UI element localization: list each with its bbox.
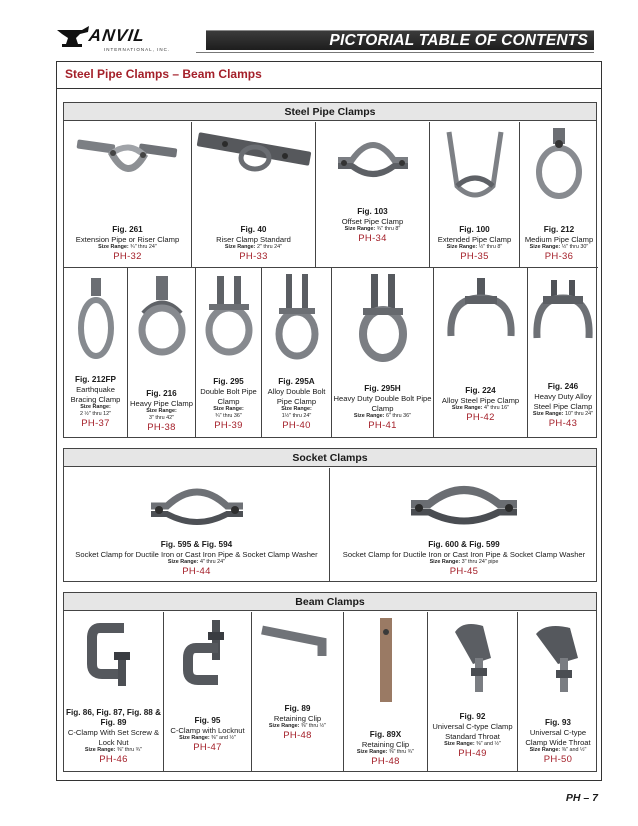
product-cell-fig-595[interactable] <box>64 468 330 582</box>
size-range: Size Range: 2" thru 24" <box>224 244 283 250</box>
fig-89-image <box>252 620 343 670</box>
anvil-logo <box>56 20 186 58</box>
product-description: Retaining Clip <box>361 739 410 749</box>
page-reference-link[interactable]: PH-45 <box>449 566 479 577</box>
size-range: Size Range: 2 ½" thru 12" <box>79 404 112 417</box>
brand-subtitle: INTERNATIONAL, INC. <box>104 47 171 52</box>
product-cell-fig-295h[interactable] <box>332 268 434 438</box>
size-range: Size Range: ⅜" and ½" <box>529 747 587 753</box>
fig-label: Fig. 40 <box>240 224 267 234</box>
size-range: Size Range: ⅜" thru ½" <box>268 723 327 729</box>
product-description: Double Bolt Pipe Clamp <box>200 387 257 406</box>
size-range: Size Range: 3" thru 24" pipe <box>429 559 499 565</box>
page-reference-link[interactable]: PH-40 <box>282 420 311 431</box>
section-divider <box>57 88 601 89</box>
product-cell-fig-103[interactable] <box>316 122 430 268</box>
product-cell-fig-95[interactable] <box>164 612 252 772</box>
fig-93-image <box>518 618 598 694</box>
beam-clamps-table <box>63 592 597 772</box>
fig-295-image <box>196 274 261 360</box>
header-divider <box>196 52 594 53</box>
page-reference-link[interactable]: PH-35 <box>460 251 489 262</box>
size-range: Size Range: ¾" thru 8" <box>344 226 401 232</box>
fig-212fp-image <box>64 276 127 362</box>
fig-label: Fig. 216 <box>146 388 177 398</box>
product-description: Heavy Duty Alloy Steel Pipe Clamp <box>533 392 593 411</box>
product-cell-fig-216[interactable] <box>128 268 196 438</box>
product-cell-fig-600[interactable] <box>330 468 598 582</box>
fig-295h-image <box>332 272 433 364</box>
fig-label: Fig. 224 <box>465 385 496 395</box>
product-cell-fig-89x[interactable] <box>344 612 428 772</box>
fig-216-image <box>128 274 195 360</box>
page-number: PH – 7 <box>565 792 598 804</box>
product-cell-fig-212[interactable] <box>520 122 598 268</box>
product-description: Universal C-type Clamp Wide Throat <box>525 728 591 747</box>
page-reference-link[interactable]: PH-44 <box>182 566 211 577</box>
fig-295a-image <box>262 272 331 362</box>
product-cell-fig-295a[interactable] <box>262 268 332 438</box>
product-description: Offset Pipe Clamp <box>341 216 404 226</box>
size-range: Size Range: ½" thru 8" <box>446 244 503 250</box>
size-range: Size Range: ⅜" and ½" <box>444 741 501 747</box>
product-description: Alloy Steel Pipe Clamp <box>441 395 520 405</box>
product-description: Socket Clamp for Ductile Iron or Cast Iron Pipe & Socket Clamp Washer <box>342 549 586 559</box>
fig-86-image <box>64 618 163 690</box>
brand-name: ANVIL <box>87 26 147 45</box>
product-description: Medium Pipe Clamp <box>524 234 594 244</box>
fig-246-image <box>528 278 598 348</box>
page-reference-link[interactable]: PH-39 <box>214 420 243 431</box>
steel-pipe-clamps-table <box>63 102 597 438</box>
product-cell-fig-93[interactable] <box>518 612 598 772</box>
product-cell-fig-86[interactable] <box>64 612 164 772</box>
size-range: Size Range: 6" thru 36" <box>353 413 412 419</box>
page-reference-link[interactable]: PH-38 <box>147 422 176 433</box>
fig-label: Fig. 100 <box>459 224 490 234</box>
fig-label: Fig. 295A <box>278 377 315 386</box>
size-range: Size Range: ¾" thru 24" <box>98 244 157 250</box>
content-frame <box>56 61 602 781</box>
page-reference-link[interactable]: PH-47 <box>193 742 222 753</box>
page-reference-link[interactable]: PH-33 <box>239 251 268 262</box>
product-description: Heavy Pipe Clamp <box>130 398 193 408</box>
section-title: Steel Pipe Clamps – Beam Clamps <box>65 67 262 81</box>
size-range: Size Range: ⅜" thru ¾" <box>84 747 143 753</box>
fig-595-image <box>64 472 329 528</box>
size-range: Size Range: ⅜" and ½" <box>179 735 236 741</box>
product-cell-fig-261[interactable] <box>64 122 192 268</box>
header-title-bar <box>206 30 594 50</box>
size-range: Size Range: ½" thru 30" <box>529 244 589 250</box>
steel-pipe-clamps-heading: Steel Pipe Clamps <box>64 103 596 121</box>
size-range: Size Range: 4" thru 16" <box>451 405 510 411</box>
page-reference-link[interactable]: PH-42 <box>466 412 495 423</box>
product-description: Socket Clamp for Ductile Iron or Cast Iron Pipe & Socket Clamp Washer <box>75 549 318 559</box>
fig-261-image <box>64 132 191 192</box>
page-reference-link[interactable]: PH-34 <box>358 233 387 244</box>
size-range: Size Range: 1½" thru 24" <box>281 406 312 419</box>
socket-clamps-table <box>63 448 597 582</box>
product-cell-fig-224[interactable] <box>434 268 528 438</box>
product-cell-fig-100[interactable] <box>430 122 520 268</box>
product-description: C-Clamp with Locknut <box>170 725 245 735</box>
fig-label: Fig. 103 <box>357 206 388 216</box>
fig-label: Fig. 595 & Fig. 594 <box>160 539 233 549</box>
fig-95-image <box>164 618 251 690</box>
product-description: Earthquake Bracing Clamp <box>70 385 121 404</box>
fig-label: Fig. 93 <box>545 718 571 727</box>
fig-224-image <box>434 278 527 348</box>
product-cell-fig-40[interactable] <box>192 122 316 268</box>
fig-label: Fig. 261 <box>112 224 143 234</box>
size-range: Size Range: 10" thru 24" <box>532 411 594 417</box>
page-reference-link[interactable]: PH-36 <box>544 251 574 262</box>
page-reference-link[interactable]: PH-48 <box>371 756 400 767</box>
product-cell-fig-246[interactable] <box>528 268 598 438</box>
size-range: Size Range: 4" thru 24" <box>167 559 226 565</box>
page-header <box>56 20 594 58</box>
fig-label: Fig. 295H <box>364 384 401 393</box>
product-description: Riser Clamp Standard <box>216 234 291 244</box>
fig-92-image <box>428 618 517 694</box>
product-cell-fig-92[interactable] <box>428 612 518 772</box>
page-reference-link[interactable]: PH-50 <box>543 754 573 765</box>
beam-clamps-heading: Beam Clamps <box>64 593 596 611</box>
product-description: Extended Pipe Clamp <box>437 234 512 244</box>
product-description: Extension Pipe or Riser Clamp <box>75 234 180 244</box>
size-range: Size Range: ⅜" thru ¾" <box>356 749 415 755</box>
product-cell-fig-212fp[interactable] <box>64 268 128 438</box>
fig-212-image <box>520 126 598 202</box>
socket-clamps-heading: Socket Clamps <box>64 449 596 467</box>
fig-label: Fig. 600 & Fig. 599 <box>428 539 500 549</box>
fig-label: Fig. 295 <box>213 377 244 386</box>
fig-label: Fig. 212 <box>543 224 575 234</box>
product-cell-fig-89[interactable] <box>252 612 344 772</box>
fig-89x-image <box>344 616 427 706</box>
fig-label: Fig. 86, Fig. 87, Fig. 88 & Fig. 89 <box>65 708 162 727</box>
product-description: Heavy Duty Double Bolt Pipe Clamp <box>333 394 432 413</box>
page-reference-link[interactable]: PH-48 <box>283 730 312 741</box>
fig-600-image <box>330 472 598 528</box>
fig-label: Fig. 212FP <box>75 375 116 384</box>
fig-label: Fig. 89X <box>369 729 402 739</box>
page-reference-link[interactable]: PH-37 <box>81 418 110 429</box>
page-reference-link[interactable]: PH-32 <box>113 251 142 262</box>
page-title: PICTORIAL TABLE OF CONTENTS <box>329 32 588 49</box>
page-reference-link[interactable]: PH-46 <box>99 754 128 765</box>
page-reference-link[interactable]: PH-41 <box>368 420 397 431</box>
size-range: Size Range: ¾" thru 36" <box>213 406 244 419</box>
anvil-logo-icon <box>56 24 90 50</box>
fig-label: Fig. 246 <box>547 382 579 391</box>
page-reference-link[interactable]: PH-49 <box>458 748 487 759</box>
product-description: Universal C-type Clamp Standard Throat <box>432 722 513 741</box>
fig-label: Fig. 92 <box>459 712 486 721</box>
fig-103-image <box>316 126 429 182</box>
fig-label: Fig. 95 <box>194 715 221 725</box>
product-description: Alloy Double Bolt Pipe Clamp <box>267 387 326 406</box>
product-description: Retaining Clip <box>273 713 322 723</box>
fig-40-image <box>192 128 315 188</box>
product-description: C-Clamp With Set Screw & Lock Nut <box>67 728 160 747</box>
size-range: Size Range: 3" thru 42" <box>146 408 177 421</box>
product-cell-fig-295[interactable] <box>196 268 262 438</box>
page-reference-link[interactable]: PH-43 <box>548 418 578 429</box>
fig-label: Fig. 89 <box>284 703 311 713</box>
fig-100-image <box>430 126 519 206</box>
